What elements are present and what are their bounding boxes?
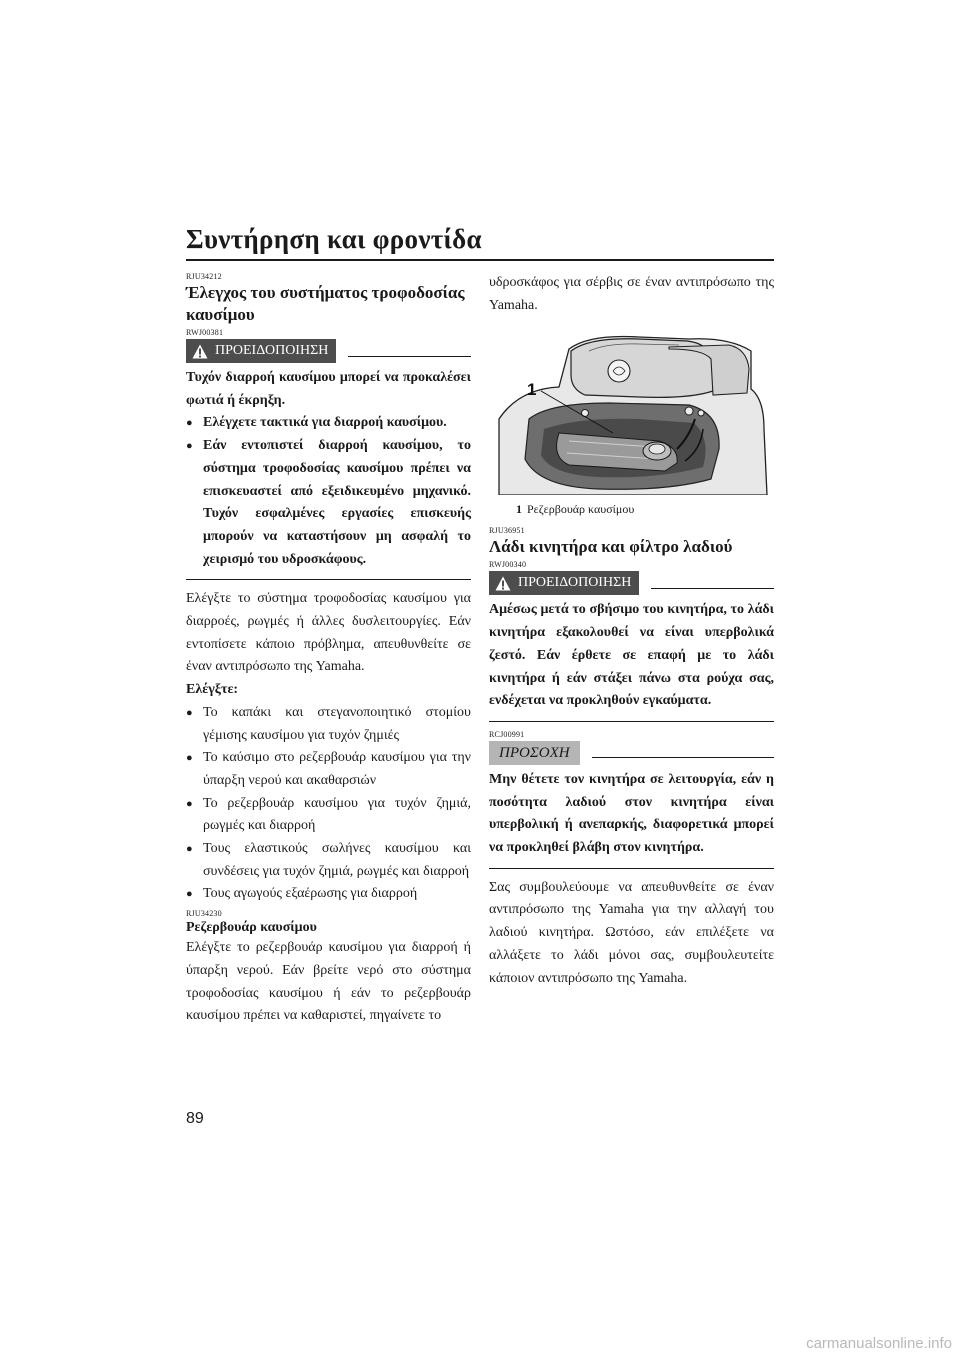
warning-rule bbox=[651, 588, 774, 589]
figure-caption bbox=[516, 501, 774, 517]
warning-badge bbox=[186, 339, 336, 363]
caution-code: RCJ00991 bbox=[489, 729, 525, 739]
warning-triangle-icon bbox=[495, 576, 511, 591]
list-item: ● Το ρεζερβουάρ καυσίμου για τυχόν ζημιά, ρωγμές και διαρροή bbox=[186, 793, 471, 838]
warning-list bbox=[186, 412, 471, 571]
page-header bbox=[186, 222, 774, 256]
body-paragraph-continued: υδροσκάφος για σέρβις σε έναν αντιπρόσωπο της Yamaha. bbox=[489, 275, 774, 313]
check-label: Ελέγξτε: bbox=[186, 682, 239, 698]
caution-label: ΠΡΟΣΟΧΗ bbox=[499, 744, 570, 761]
section-code: RJU34212 bbox=[186, 272, 222, 281]
warning-header bbox=[489, 571, 774, 595]
fuel-tank-figure bbox=[489, 329, 774, 495]
left-column bbox=[186, 272, 471, 1028]
warning-item: ● Ελέγχετε τακτικά για διαρροή καυσίμου. bbox=[186, 412, 471, 435]
caution-end-rule bbox=[489, 868, 774, 869]
warning-label: ΠΡΟΕΙΔΟΠΟΙΗΣΗ bbox=[215, 343, 329, 358]
warning-end-rule bbox=[186, 579, 471, 580]
caution-badge bbox=[489, 741, 580, 765]
warning-code: RWJ00340 bbox=[489, 560, 527, 570]
warning-code: RWJ00381 bbox=[186, 328, 224, 337]
page-number: 89 bbox=[186, 1110, 204, 1127]
warning-badge bbox=[489, 571, 639, 595]
header-rule bbox=[186, 259, 774, 261]
list-item: ● Το καύσιμο στο ρεζερβουάρ καυσίμου για την ύπαρξη νερού και ακαθαρσιών bbox=[186, 747, 471, 792]
body-paragraph: Ελέγξτε το ρεζερβουάρ καυσίμου για διαρροή ή ύπαρξη νερού. Εάν βρείτε νερό στο σύστημα τροφοδοσίας καυσίμου ή εάν το ρεζερβουάρ καυσίμου πρέπει να καθαριστεί, πηγαίνετε το bbox=[186, 940, 471, 1024]
caption-text: Ρεζερβουάρ καυσίμου bbox=[527, 502, 635, 517]
warning-rule bbox=[348, 356, 471, 357]
warning-label: ΠΡΟΕΙΔΟΠΟΙΗΣΗ bbox=[518, 575, 632, 591]
caption-number: 1 bbox=[516, 502, 522, 517]
watermark[interactable]: carmanualsonline.info bbox=[806, 1335, 952, 1352]
section-code: RJU34230 bbox=[186, 909, 222, 919]
section-title-engine-oil: Λάδι κινητήρα και φίλτρο λαδιού bbox=[489, 537, 733, 557]
body-paragraph: Ελέγξτε το σύστημα τροφοδοσίας καυσίμου για διαρροές, ρωγμές ή άλλες δυσλειτουργίες. Εάν εντοπίσετε κάποιο πρόβλημα, απευθυνθείτε σε έναν αντιπρόσωπο της Yamaha. bbox=[186, 591, 471, 675]
list-item: ● Το καπάκι και στεγανοποιητικό στομίου γέμισης καυσίμου για τυχόν ζημιές bbox=[186, 702, 471, 747]
caution-text: Μην θέτετε τον κινητήρα σε λειτουργία, εάν η ποσότητα λαδιού στον κινητήρα είναι υπερβολική ή ανεπαρκής, διαφορετικά μπορεί να προκληθεί βλάβη στον κινητήρα. bbox=[489, 771, 774, 856]
body-paragraph: Σας συμβουλεύουμε να απευθυνθείτε σε έναν αντιπρόσωπο της Yamaha για την αλλαγή του λαδιού κινητήρα. Ωστόσο, εάν επιλέξετε να αλλάξετε το λάδι μόνοι σας, συμβουλευτείτε κάποιον αντιπρόσωπο της Yamaha. bbox=[489, 879, 774, 986]
section-title-fuel-tank: Ρεζερβουάρ καυσίμου bbox=[186, 920, 317, 936]
figure-callout-1: 1 bbox=[527, 380, 537, 400]
page-title: Συντήρηση και φροντίδα bbox=[186, 224, 482, 254]
fuel-tank-illustration bbox=[489, 329, 774, 495]
warning-header bbox=[186, 339, 471, 363]
caution-rule bbox=[592, 757, 774, 758]
caution-header bbox=[489, 741, 774, 765]
warning-text: Αμέσως μετά το σβήσιμο του κινητήρα, το λάδι κινητήρα εξακολουθεί να είναι υπερβολικά ζεστό. Εάν έρθετε σε επαφή με το λάδι κινητήρα ή εάν στάξει πάνω στα ρούχα σας, ενδέχεται να προκληθούν εγκαύματα. bbox=[489, 602, 774, 709]
warning-triangle-icon bbox=[192, 344, 208, 359]
section-code: RJU36951 bbox=[489, 526, 525, 536]
warning-intro: Τυχόν διαρροή καυσίμου μπορεί να προκαλέσει φωτιά ή έκρηξη. bbox=[186, 370, 471, 408]
right-column bbox=[489, 272, 774, 990]
list-item: ● Τους ελαστικούς σωλήνες καυσίμου και συνδέσεις για τυχόν ζημιά, ρωγμές και διαρροή bbox=[186, 838, 471, 883]
check-list bbox=[186, 702, 471, 906]
warning-end-rule bbox=[489, 721, 774, 722]
warning-item: ● Εάν εντοπιστεί διαρροή καυσίμου, το σύστημα τροφοδοσίας καυσίμου πρέπει να επισκευαστεί από εξειδικευμένο μηχανικό. Τυχόν εσφαλμένες εργασίες επισκευής μπορούν να καταστήσουν μη ασφαλή το χειρισμό του υδροσκάφους. bbox=[186, 435, 471, 571]
section-title-fuel-system: Έλεγχος του συστήματος τροφοδοσίας καυσίμου bbox=[186, 283, 465, 324]
list-item: ● Τους αγωγούς εξαέρωσης για διαρροή bbox=[186, 883, 471, 906]
